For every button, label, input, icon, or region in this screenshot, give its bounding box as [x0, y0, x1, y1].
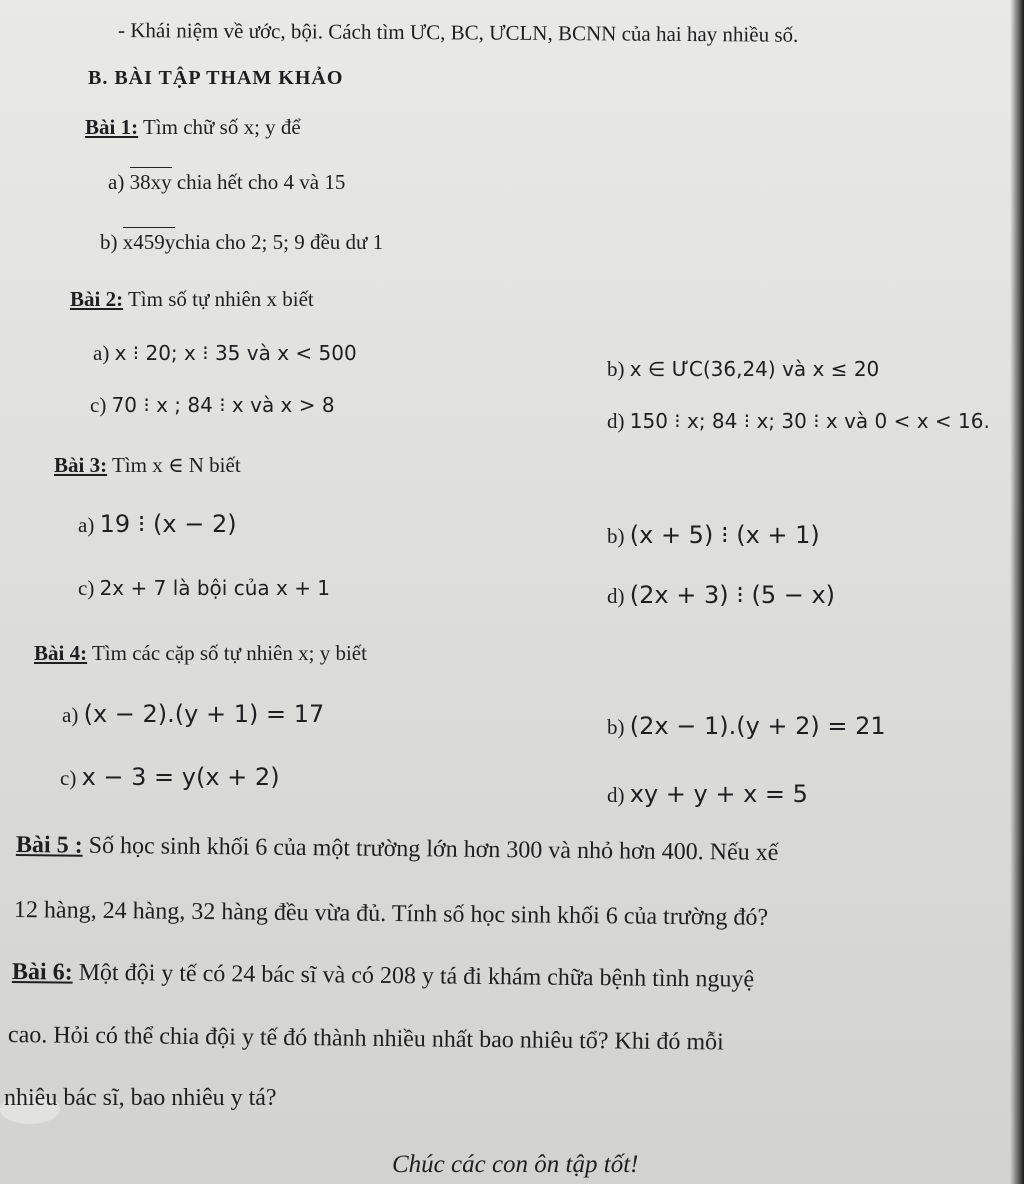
bai2-c-letter: c): [90, 393, 107, 417]
bai4-d-letter: d): [607, 783, 625, 807]
bai4-line: [34, 643, 367, 664]
bai1-prompt: Tìm chữ số x; y để: [142, 115, 301, 139]
bai6-line1: [12, 960, 754, 992]
bai1-b-letter: b): [100, 230, 118, 254]
bai3-a-expr: 19 ⁝ (x − 2): [99, 510, 237, 538]
bai3-label: Bài 3:: [54, 453, 108, 477]
bai6-text1: Một đội y tế có 24 bác sĩ và có 208 y tá đi khám chữa bệnh tình nguyệ: [78, 959, 755, 993]
bai3-c-expr: 2x + 7 là bội của x + 1: [99, 576, 331, 600]
bai6-label: Bài 6:: [11, 959, 73, 986]
bai4-c-expr: x − 3 = y(x + 2): [81, 763, 280, 791]
bai3-line: [54, 455, 241, 476]
bai3-b: [607, 523, 820, 547]
bai2-a-expr: x ⁝ 20; x ⁝ 35 và x < 500: [114, 341, 357, 365]
bai3-c: [78, 578, 330, 599]
bai4-c: [60, 765, 280, 789]
bai4-a-letter: a): [62, 703, 79, 727]
bai3-d: [607, 583, 835, 607]
bai4-a-expr: (x − 2).(y + 1) = 17: [83, 700, 325, 728]
bai3-d-expr: (2x + 3) ⁝ (5 − x): [629, 581, 836, 609]
bai1-a-number: 38xy: [130, 167, 172, 194]
bai1-b-text: chia cho 2; 5; 9 đều dư 1: [175, 230, 384, 254]
bai6-line2: cao. Hỏi có thể chia đội y tế đó thành nhiều nhất bao nhiêu tổ? Khi đó mỗi: [7, 1022, 724, 1056]
bai2-line: [70, 289, 314, 310]
page-edge-shadow: [1010, 0, 1024, 1184]
section-heading: B. BÀI TẬP THAM KHẢO: [88, 67, 344, 89]
bai3-a-letter: a): [78, 513, 95, 537]
bai2-d: [607, 411, 990, 432]
bai5-line2: 12 hàng, 24 hàng, 32 hàng đều vừa đủ. Tính số học sinh khối 6 của trường đó?: [13, 897, 769, 931]
bai1-a: [108, 172, 345, 193]
bai3-b-expr: (x + 5) ⁝ (x + 1): [629, 521, 820, 549]
bai2-prompt: Tìm số tự nhiên x biết: [127, 287, 314, 311]
bai1-b: [100, 232, 383, 253]
bai4-b-letter: b): [607, 715, 625, 739]
bai2-c: [90, 395, 335, 416]
bai3-d-letter: d): [607, 584, 625, 608]
bai4-prompt: Tìm các cặp số tự nhiên x; y biết: [91, 641, 367, 665]
closing-line: Chúc các con ôn tập tốt!: [392, 1151, 639, 1178]
bai4-label: Bài 4:: [34, 641, 88, 665]
bai3-prompt: Tìm x ∈ N biết: [111, 453, 241, 477]
bai2-b-expr: x ∈ ƯC(36,24) và x ≤ 20: [629, 357, 880, 381]
bai3-c-letter: c): [78, 576, 95, 600]
bai3-b-letter: b): [607, 524, 625, 548]
bai5-label: Bài 5 :: [15, 832, 83, 859]
bai2-c-expr: 70 ⁝ x ; 84 ⁝ x và x > 8: [111, 393, 335, 417]
bai2-label: Bài 2:: [70, 287, 124, 311]
bai2-a-letter: a): [93, 341, 110, 365]
bai3-a: [78, 512, 237, 536]
bai1-b-number: x459y: [123, 227, 176, 254]
bai1-a-text: chia hết cho 4 và 15: [176, 170, 346, 194]
bai4-c-letter: c): [60, 766, 77, 790]
bai2-d-expr: 150 ⁝ x; 84 ⁝ x; 30 ⁝ x và 0 < x < 16.: [629, 409, 990, 433]
bai5-line1: [16, 833, 779, 865]
bai4-b-expr: (2x − 1).(y + 2) = 21: [629, 712, 886, 740]
bai2-a: [93, 343, 357, 364]
bai2-b: [607, 359, 879, 380]
bai6-line3: nhiêu bác sĩ, bao nhiêu y tá?: [4, 1085, 277, 1111]
bai4-d: [607, 782, 808, 806]
bai1-a-letter: a): [108, 170, 125, 194]
bai4-d-expr: xy + y + x = 5: [629, 780, 808, 808]
bai4-a: [62, 702, 324, 726]
bai1-label: Bài 1:: [85, 115, 139, 139]
bai2-d-letter: d): [607, 409, 625, 433]
bai5-text1: Số học sinh khối 6 của một trường lớn hơn 300 và nhỏ hơn 400. Nếu xế: [88, 832, 779, 866]
bai1-line: [85, 117, 301, 138]
intro-line: - Khái niệm về ước, bội. Cách tìm ƯC, BC, ƯCLN, BCNN của hai hay nhiều số.: [117, 18, 799, 47]
bai4-b: [607, 714, 886, 738]
bai2-b-letter: b): [607, 357, 625, 381]
